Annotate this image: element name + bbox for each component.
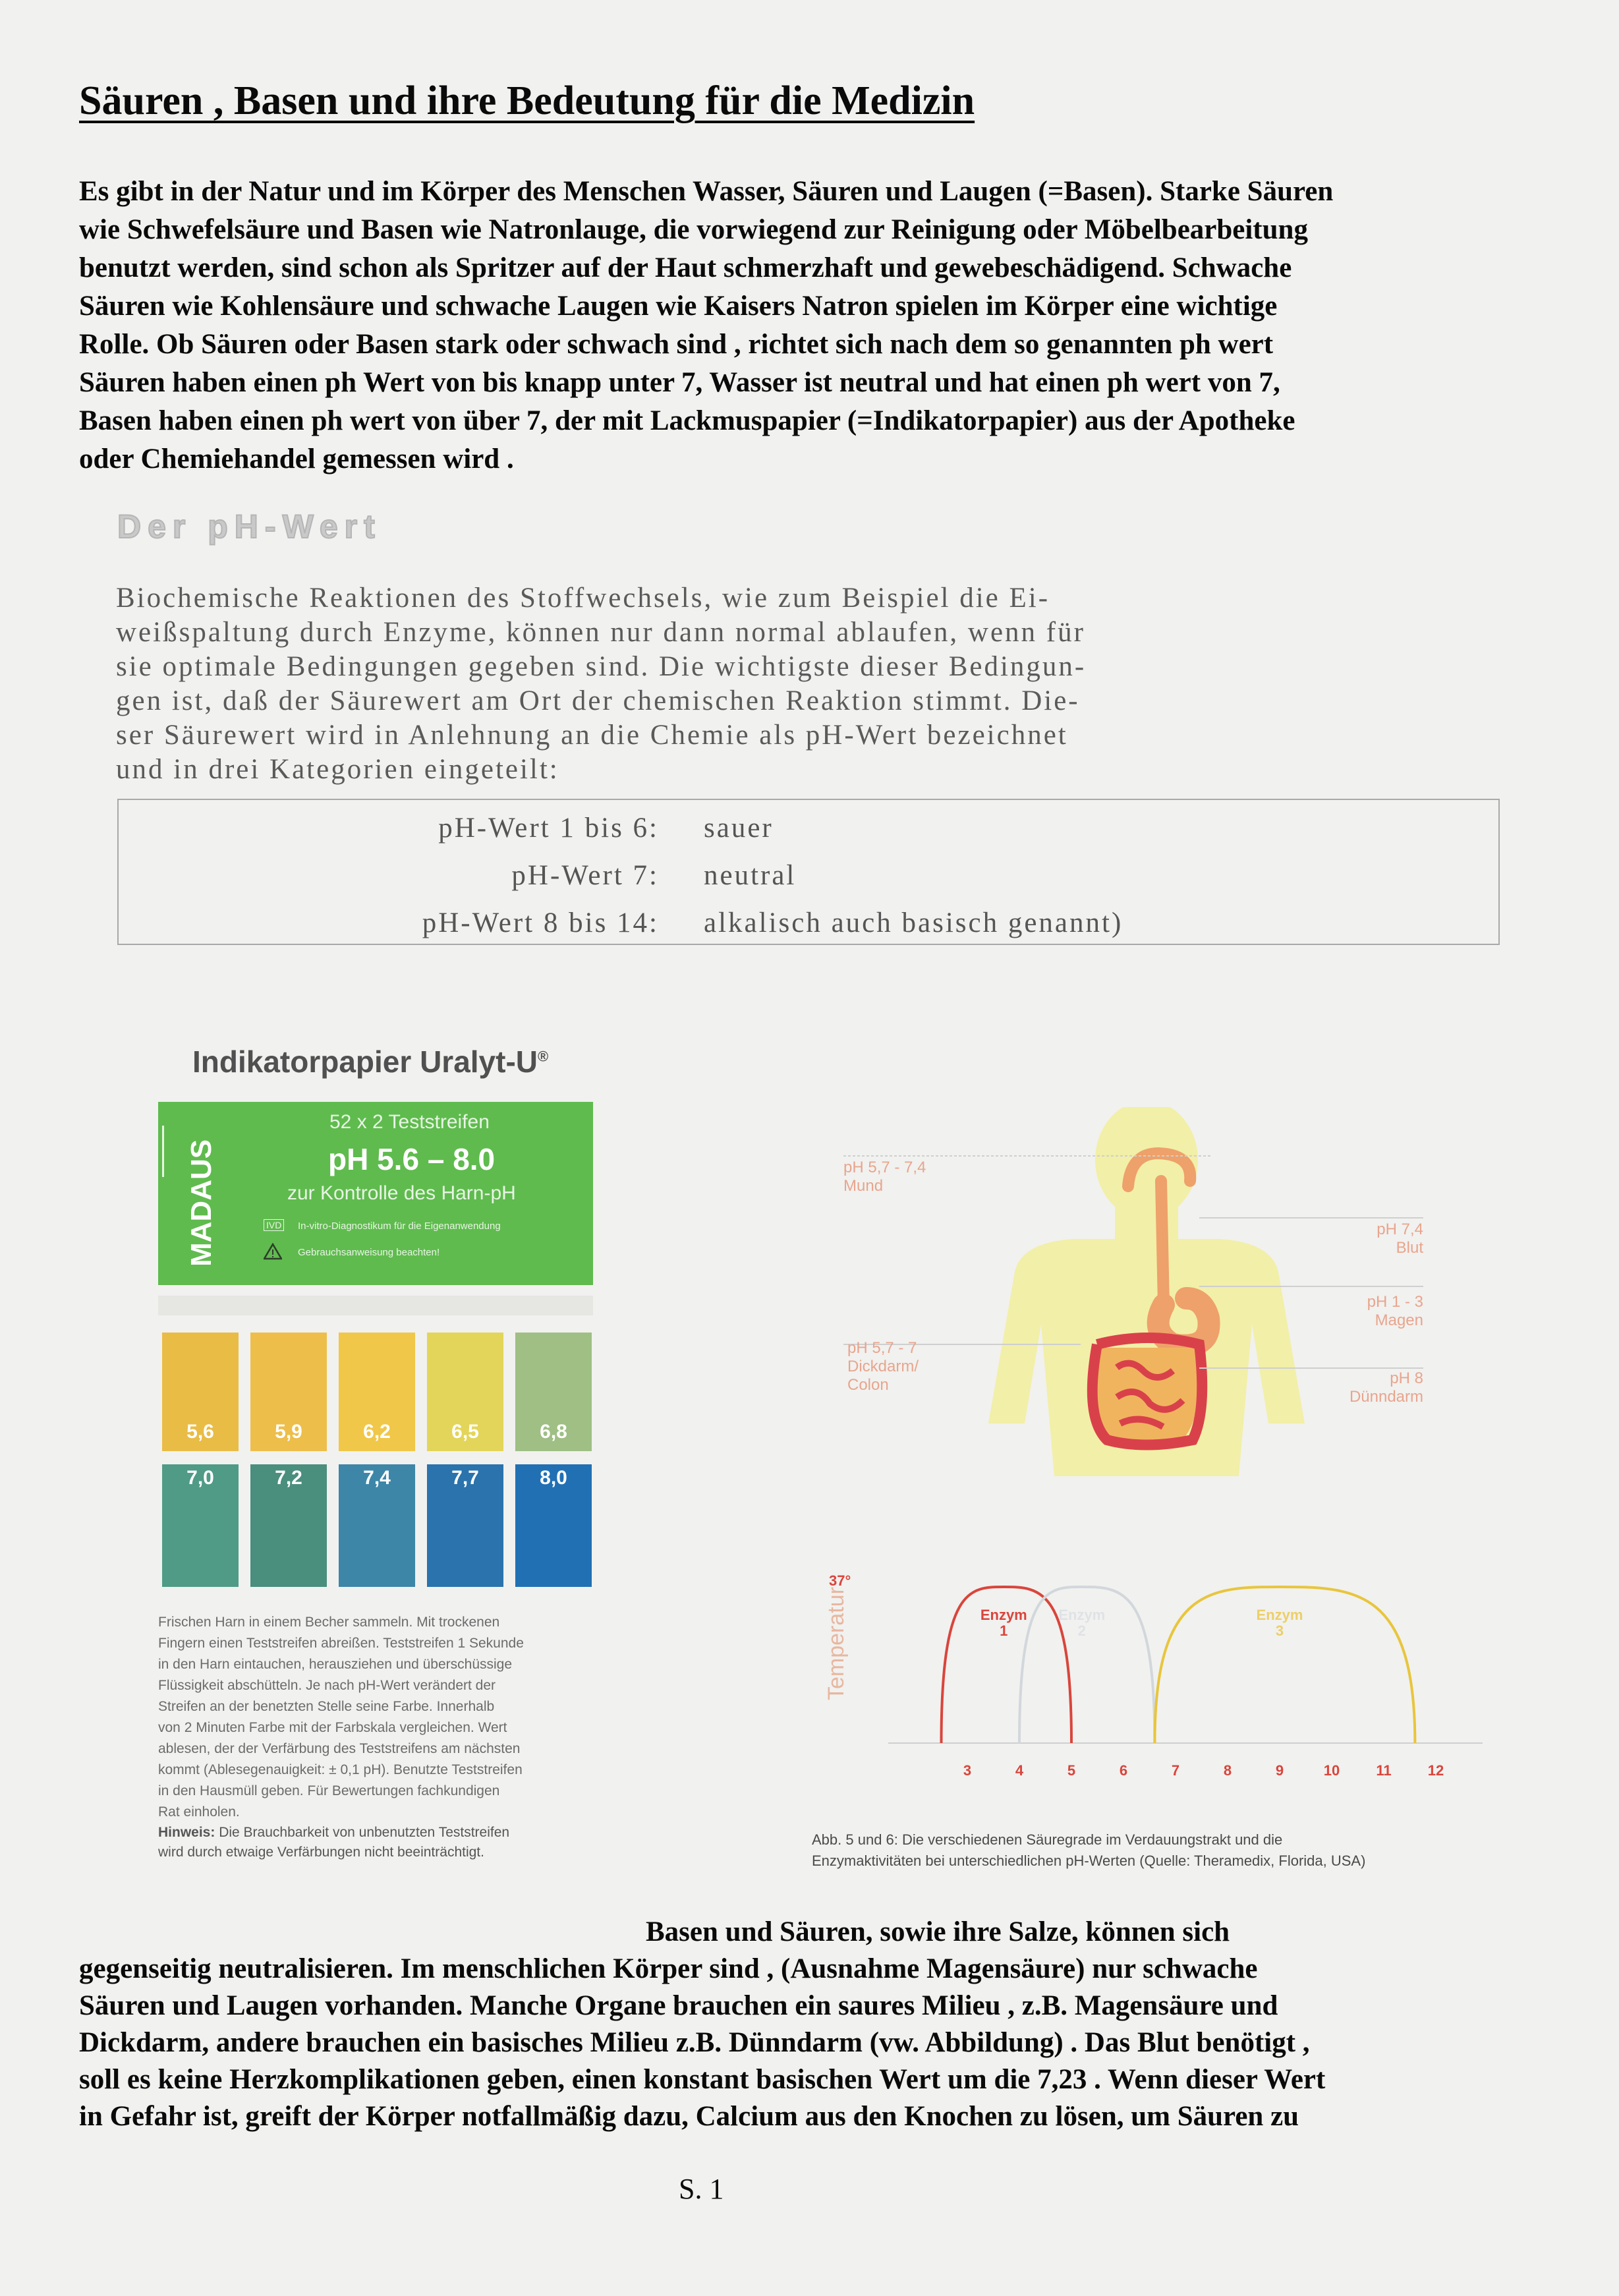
swatch-value-top: 6,5 <box>451 1421 479 1443</box>
magen-label: pH 1 - 3 Magen <box>1367 1293 1423 1329</box>
instructions-text <box>158 1612 593 1823</box>
intro-line: Rolle. Ob Säuren oder Basen stark oder schwach sind , richtet sich nach dem so genannten ph wert <box>79 329 1274 360</box>
indicator-title-text: Indikatorpapier Uralyt-U <box>192 1045 538 1079</box>
hinweis-line <box>158 1823 606 1843</box>
enzyme-label-2: Enzym <box>1058 1607 1106 1623</box>
ph-category-table <box>117 799 1500 945</box>
ph-text-line: weißspaltung durch Enzyme, können nur dann normal ablaufen, wenn für <box>116 617 1085 648</box>
duenndarm-label: pH 8 Dünndarm <box>1349 1369 1423 1406</box>
indicator-title <box>192 1044 548 1079</box>
x-tick-label: 11 <box>1376 1762 1392 1779</box>
body-line: in Gefahr ist, greift der Körper notfallmäßig dazu, Calcium aus den Knochen zu lösen, um Säuren zu <box>79 2101 1299 2132</box>
warning-icon <box>264 1243 282 1260</box>
swatch-value-bottom: 7,0 <box>186 1467 214 1489</box>
warning-note: Gebrauchsanweisung beachten! <box>298 1247 440 1258</box>
intro-line: Säuren wie Kohlensäure und schwache Laugen wie Kaisers Natron spielen im Körper eine wichtige <box>79 291 1278 322</box>
x-tick-label: 8 <box>1223 1762 1232 1779</box>
page-title: Säuren , Basen und ihre Bedeutung für die Medizin <box>79 78 975 123</box>
instruction-line: von 2 Minuten Farbe mit der Farbskala vergleichen. Wert <box>158 1720 507 1735</box>
ph-table-key: pH-Wert 7: <box>511 860 659 891</box>
hinweis-label: Hinweis: <box>158 1825 215 1840</box>
swatch-value-bottom: 7,4 <box>363 1467 391 1489</box>
x-tick-label: 12 <box>1427 1762 1444 1779</box>
ph-text-line: sie optimale Bedingungen gegeben sind. Die wichtigste dieser Bedingun- <box>116 651 1087 682</box>
swatch-value-top: 6,2 <box>363 1421 391 1443</box>
instruction-line: in den Hausmüll geben. Für Bewertungen fachkundigen <box>158 1783 500 1798</box>
intro-line: oder Chemiehandel gemessen wird . <box>79 444 514 474</box>
y-axis-label: Temperatur <box>824 1587 849 1700</box>
ph-range: pH 5.6 – 8.0 <box>328 1142 496 1176</box>
ph-text-line: und in drei Kategorien eingeteilt: <box>116 754 559 785</box>
ph-table-value: sauer <box>704 813 774 844</box>
intro-line: Säuren haben einen ph Wert von bis knapp unter 7, Wasser ist neutral und hat einen ph wert von 7, <box>79 367 1280 398</box>
swatch-value-top: 6,8 <box>540 1421 567 1443</box>
body-line: Säuren und Laugen vorhanden. Manche Organe brauchen ein saures Milieu , z.B. Magensäure und <box>79 1990 1278 2021</box>
x-tick-label: 4 <box>1015 1762 1024 1779</box>
ph-table-key: pH-Wert 1 bis 6: <box>438 813 659 844</box>
ph-text-line: ser Säurewert wird in Anlehnung an die Chemie als pH-Wert bezeichnet <box>116 720 1068 751</box>
dickdarm-label: pH 5,7 - 7 Dickdarm/ Colon <box>847 1339 919 1394</box>
chart-ticks <box>963 1762 1444 1779</box>
ph-table-value: alkalisch auch basisch genannt) <box>704 907 1123 938</box>
instruction-line: Streifen an der benetzten Stelle seine Farbe. Innerhalb <box>158 1699 495 1714</box>
body-paragraph <box>79 1914 1562 2135</box>
figure-caption <box>812 1829 1537 1872</box>
mund-label: pH 5,7 - 7,4 Mund <box>843 1159 926 1195</box>
swatch-value-bottom: 8,0 <box>540 1467 567 1489</box>
swatch-value-bottom: 7,7 <box>451 1467 479 1489</box>
instruction-line: in den Harn eintauchen, herausziehen und überschüssige <box>158 1657 513 1672</box>
caption-line: Abb. 5 und 6: Die verschiedenen Säuregrade im Verdauungstrakt und die <box>812 1831 1283 1848</box>
intro-line: wie Schwefelsäure und Basen wie Natronlauge, die vorwiegend zur Reinigung oder Möbelbearbeitung <box>79 214 1308 245</box>
ph-section-heading: Der pH-Wert <box>117 508 382 545</box>
caption-line: Enzymaktivitäten bei unterschiedlichen pH-Werten (Quelle: Theramedix, Florida, USA) <box>812 1852 1366 1869</box>
enzyme-label-3: Enzym <box>1256 1607 1303 1623</box>
instruction-line: Flüssigkeit abschütteln. Je nach pH-Wert verändert der <box>158 1678 496 1693</box>
strip-band <box>158 1296 593 1315</box>
ph-text-line: gen ist, daß der Säurewert am Ort der chemischen Reaktion stimmt. Die- <box>116 685 1080 716</box>
indicator-package <box>158 1102 593 1285</box>
purpose-text: zur Kontrolle des Harn-pH <box>287 1182 516 1204</box>
blut-label: pH 7,4 Blut <box>1377 1220 1423 1257</box>
intro-line: benutzt werden, sind schon als Spritzer auf der Haut schmerzhaft und gewebeschädigend. Schwache <box>79 252 1292 283</box>
x-tick-label: 9 <box>1275 1762 1284 1779</box>
ph-table-value: neutral <box>704 860 797 891</box>
x-tick-label: 6 <box>1119 1762 1128 1779</box>
body-line: Dickdarm, andere brauchen ein basisches Milieu z.B. Dünndarm (vw. Abbildung) . Das Blut benötigt , <box>79 2027 1310 2058</box>
intro-line: Basen haben einen ph wert von über 7, der mit Lackmuspapier (=Indikatorpapier) aus der Apotheke <box>79 405 1295 436</box>
strip-count: 52 x 2 Teststreifen <box>329 1111 490 1133</box>
instruction-line: Fingern einen Teststreifen abreißen. Teststreifen 1 Sekunde <box>158 1636 524 1651</box>
body-line: Basen und Säuren, sowie ihre Salze, können sich <box>79 1916 1230 1947</box>
hinweis-line-text: Die Brauchbarkeit von unbenutzten Teststreifen <box>215 1825 510 1840</box>
swatch-value-bottom: 7,2 <box>275 1467 302 1489</box>
ivd-note: In-vitro-Diagnostikum für die Eigenanwendung <box>298 1220 501 1232</box>
intro-paragraph <box>79 173 1562 478</box>
instruction-line: ablesen, der der Verfärbung des Teststreifens am nächsten <box>158 1741 521 1756</box>
swatch-value-top: 5,6 <box>186 1421 214 1443</box>
ph-section-text <box>116 581 1500 787</box>
ivd-label: IVD <box>264 1219 284 1231</box>
registered-mark: ® <box>538 1048 549 1065</box>
enzyme-label-1: Enzym <box>980 1607 1027 1623</box>
hinweis-text <box>158 1823 606 1862</box>
x-tick-label: 5 <box>1067 1762 1076 1779</box>
swatch-value-top: 5,9 <box>275 1421 302 1443</box>
body-line: gegenseitig neutralisieren. Im menschlichen Körper sind , (Ausnahme Magensäure) nur schwache <box>79 1953 1258 1984</box>
enzyme-label-2: 2 <box>1077 1622 1086 1639</box>
madaus-logo <box>182 1114 221 1272</box>
brand-text: MADAUS <box>185 1139 217 1267</box>
x-tick-label: 3 <box>963 1762 972 1779</box>
page-number: S. 1 <box>679 2173 724 2205</box>
body-line: soll es keine Herzkomplikationen geben, einen konstant basischen Wert um die 7,23 . Wenn dieser Wert <box>79 2064 1326 2095</box>
hinweis-line: wird durch etwaige Verfärbungen nicht beeinträchtigt. <box>158 1845 484 1860</box>
enzyme-label-1: 1 <box>1000 1622 1008 1639</box>
instruction-line: kommt (Ablesegenauigkeit: ± 0,1 pH). Benutzte Teststreifen <box>158 1762 523 1777</box>
ph-table-key: pH-Wert 8 bis 14: <box>422 907 659 938</box>
box-accent-line <box>162 1126 164 1177</box>
instruction-line: Rat einholen. <box>158 1804 240 1820</box>
intro-line: Es gibt in der Natur und im Körper des Menschen Wasser, Säuren und Laugen (=Basen). Starke Säuren <box>79 176 1334 207</box>
y-marker-label: 37° <box>829 1572 851 1589</box>
enzyme-activity-chart <box>817 1562 1489 1793</box>
enzyme-label-3: 3 <box>1275 1622 1284 1639</box>
instruction-line: Frischen Harn in einem Becher sammeln. Mit trockenen <box>158 1615 500 1630</box>
x-tick-label: 10 <box>1323 1762 1340 1779</box>
x-tick-label: 7 <box>1171 1762 1180 1779</box>
ph-text-line: Biochemische Reaktionen des Stoffwechsels, wie zum Beispiel die Ei- <box>116 583 1050 614</box>
